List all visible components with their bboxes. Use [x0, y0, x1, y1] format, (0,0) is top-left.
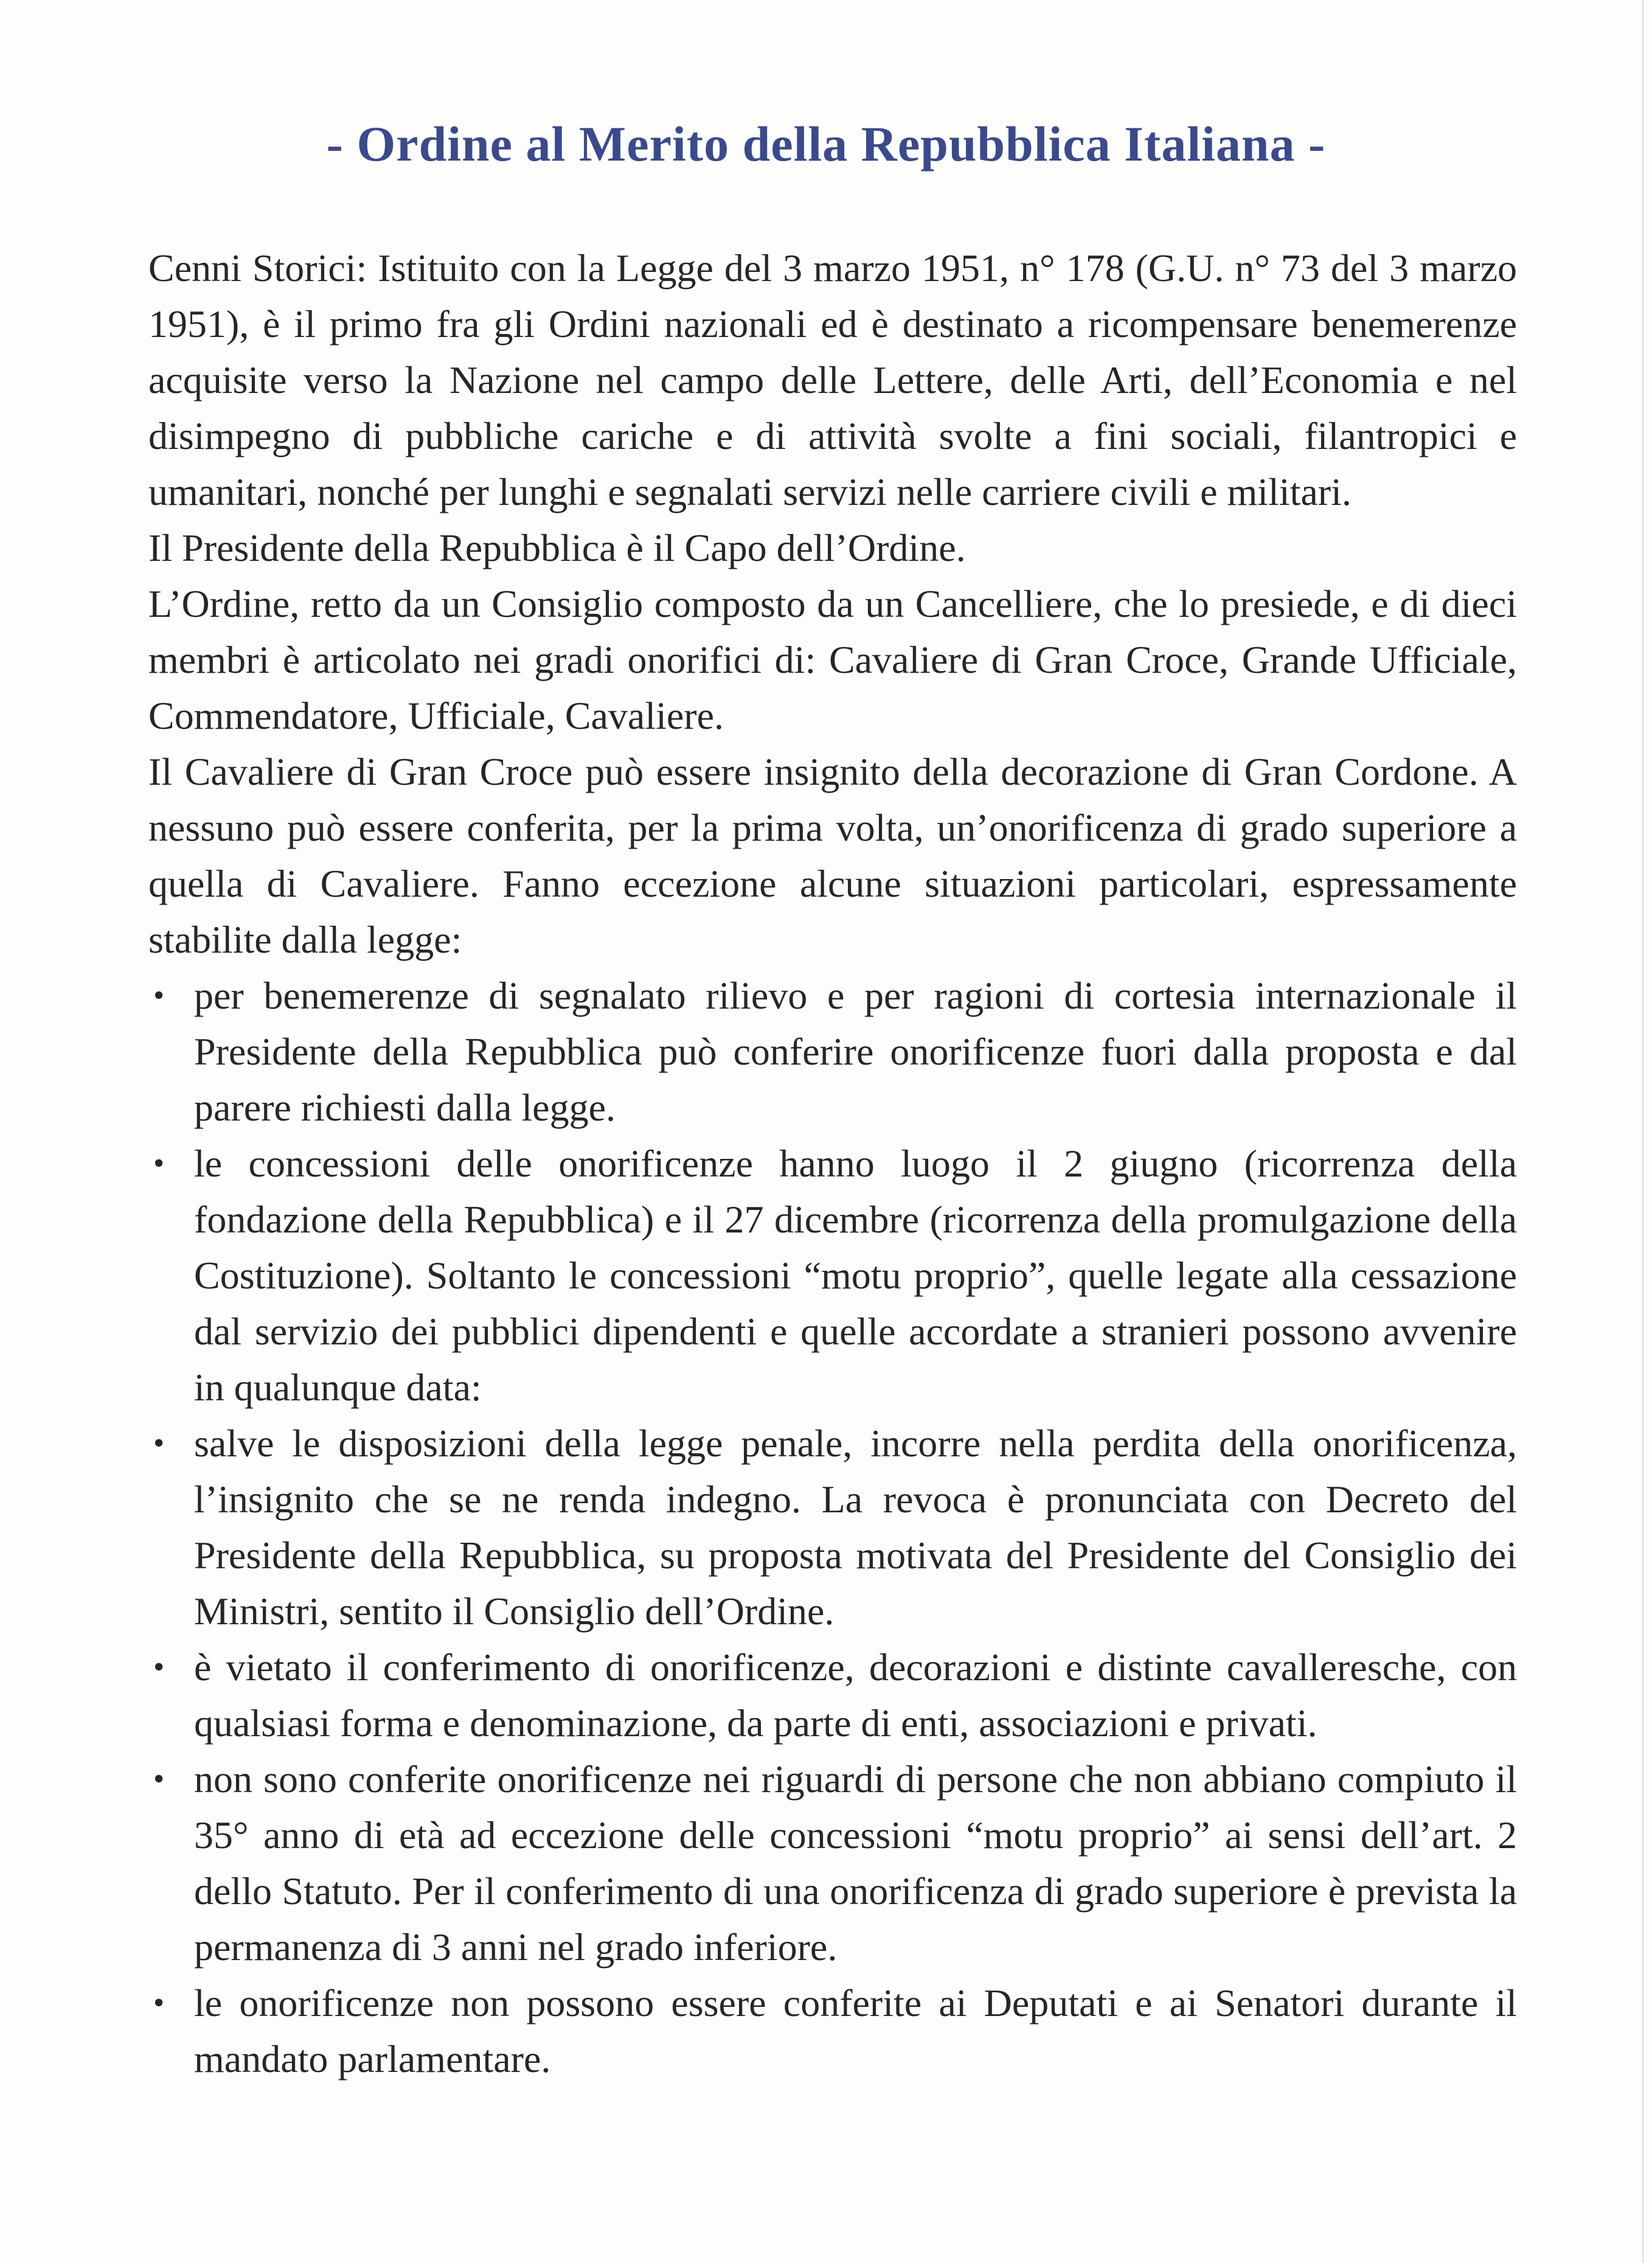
bullet-icon: • [153, 1650, 165, 1684]
list-item [148, 1416, 1517, 1639]
list-item [148, 1639, 1517, 1751]
list-item [148, 1136, 1517, 1416]
list-item [148, 968, 1517, 1136]
paragraph-council: L’Ordine, retto da un Consiglio composto da un Cancelliere, che lo presiede, e di dieci membri è articolato nei gradi onorifici di: Cavaliere di Gran Croce, Grande Ufficiale, Commendatore, Ufficiale, Cavaliere. [148, 582, 1517, 737]
bullet-icon: • [153, 1426, 165, 1461]
paragraph-historical-notes: Cenni Storici: Istituito con la Legge del 3 marzo 1951, n° 178 (G.U. n° 73 del 3 marzo 1951), è il primo fra gli Ordini nazionali ed è destinato a ricompensare benemerenze acquisite verso la Nazione nel campo delle Lettere, delle Arti, dell’Economia e nel disimpegno di pubbliche cariche e di attività svolte a fini sociali, filantropici e umanitari, nonché per lunghi e segnalati servizi nelle carriere civili e militari. [148, 246, 1517, 513]
page-edge-shadow [1642, 0, 1643, 2263]
paragraph-president: Il Presidente della Repubblica è il Capo dell’Ordine. [148, 526, 966, 569]
paragraph-gran-cordone: Il Cavaliere di Gran Croce può essere insignito della decorazione di Gran Cordone. A nessuno può essere conferita, per la prima volta, un’onorificenza di grado superiore a quella di Cavaliere. Fanno eccezione alcune situazioni particolari, espressamente stabilite dalla legge: [148, 750, 1517, 961]
bullet-icon: • [153, 978, 165, 1013]
exceptions-list [148, 968, 1517, 2087]
list-item-text: per benemerenze di segnalato rilievo e per ragioni di cortesia internazionale il Presidente della Repubblica può conferire onorificenze fuori dalla proposta e dal parere richiesti dalla legge. [194, 974, 1517, 1129]
list-item-text: le concessioni delle onorificenze hanno luogo il 2 giugno (ricorrenza della fondazione della Repubblica) e il 27 dicembre (ricorrenza della promulgazione della Costituzione). Soltanto le concessioni “motu proprio”, quelle legate alla cessazione dal servizio dei pubblici dipendenti e quelle accordate a stranieri possono avvenire in qualunque data: [194, 1142, 1517, 1409]
document-body [148, 240, 1517, 2087]
list-item [148, 1975, 1517, 2087]
bullet-icon: • [153, 1986, 165, 2020]
list-item [148, 1751, 1517, 1975]
list-item-text: non sono conferite onorificenze nei riguardi di persone che non abbiano compiuto il 35° anno di età ad eccezione delle concessioni “motu proprio” ai sensi dell’art. 2 dello Statuto. Per il conferimento di una onorificenza di grado superiore è prevista la permanenza di 3 anni nel grado inferiore. [194, 1757, 1517, 1969]
list-item-text: le onorificenze non possono essere conferite ai Deputati e ai Senatori durante il mandato parlamentare. [194, 1981, 1517, 2080]
page-title: - Ordine al Merito della Repubblica Italiana - [326, 116, 1326, 172]
bullet-icon: • [153, 1146, 165, 1181]
list-item-text: salve le disposizioni della legge penale, incorre nella perdita della onorificenza, l’insignito che se ne renda indegno. La revoca è pronunciata con Decreto del Presidente della Repubblica, su proposta motivata del Presidente del Consiglio dei Ministri, sentito il Consiglio dell’Ordine. [194, 1422, 1517, 1633]
list-item-text: è vietato il conferimento di onorificenze, decorazioni e distinte cavalleresche, con qualsiasi forma e denominazione, da parte di enti, associazioni e privati. [194, 1646, 1517, 1745]
bullet-icon: • [153, 1762, 165, 1796]
